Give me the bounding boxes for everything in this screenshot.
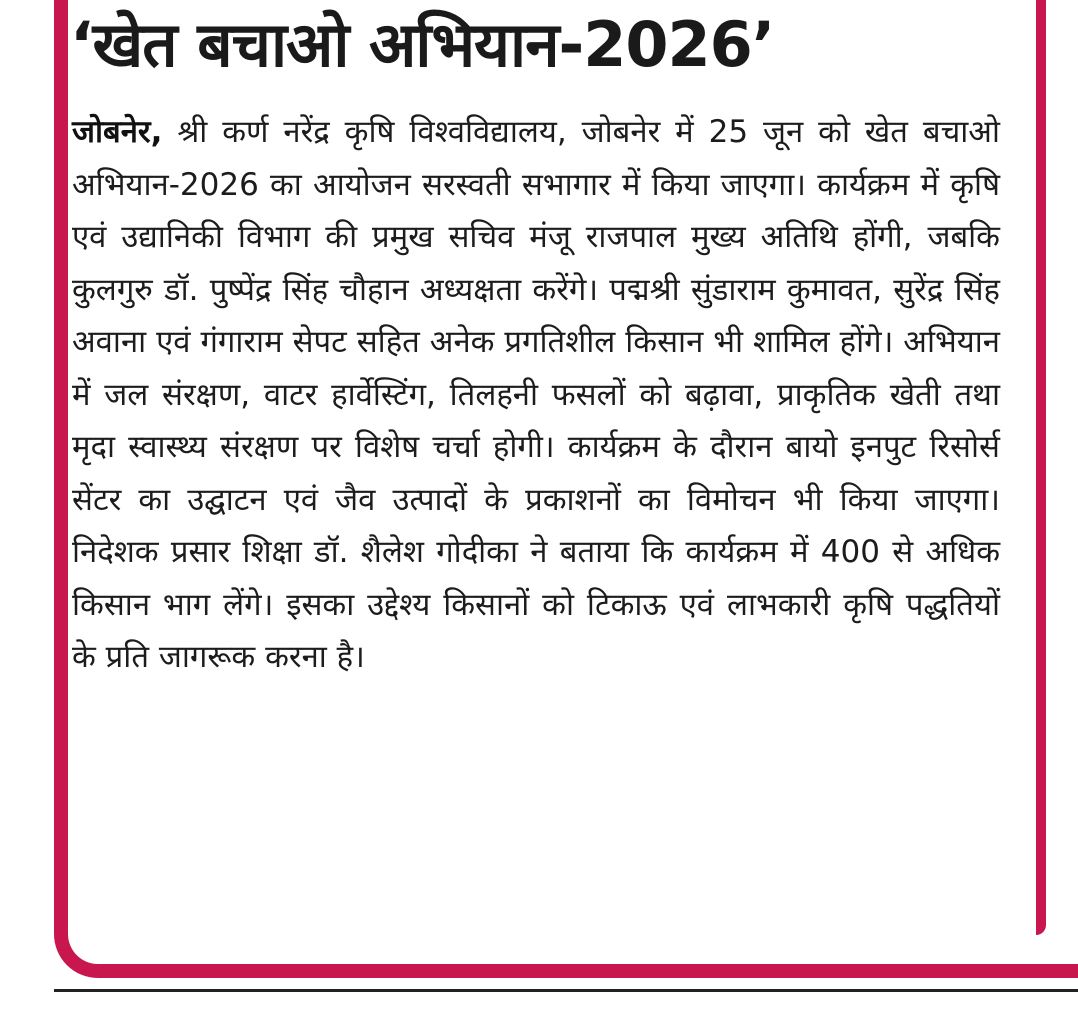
headline: ‘खेत बचाओ अभियान-2026’ xyxy=(70,8,775,81)
article-text: श्री कर्ण नरेंद्र कृषि विश्वविद्यालय, जोबनेर में 25 जून को खेत बचाओ अभियान-2026 का आयोजन सरस्वती सभागार में किया जाएगा। कार्यक्रम में कृषि एवं उद्यानिकी विभाग की प्रमुख सचिव मंजू राजपाल मुख्य अतिथि होंगी, जबकि कुलगुरु डॉ. पुष्पेंद्र सिंह चौहान अध्यक्षता करेंगे। पद्मश्री सुंडाराम कुमावत, सुरेंद्र सिंह अवाना एवं गंगाराम सेपट सहित अनेक प्रगतिशील किसान भी शामिल होंगे। अभियान में जल संरक्षण, वाटर हार्वेस्टिंग, तिलहनी फसलों को बढ़ावा, प्राकृतिक खेती तथा मृदा स्वास्थ्य संरक्षण पर विशेष चर्चा होगी। कार्यक्रम के दौरान बायो इनपुट रिसोर्स सेंटर का उद्घाटन एवं जैव उत्पादों के प्रकाशनों का विमोचन भी किया जाएगा। निदेशक प्रसार शिक्षा डॉ. शैलेश गोदीका ने बताया कि कार्यक्रम में 400 से अधिक किसान भाग लेंगे। इसका उद्देश्य किसानों को टिकाऊ एवं लाभकारी कृषि पद्धतियों के प्रति जागरूक करना है। xyxy=(72,114,1001,675)
dateline: जोबनेर, xyxy=(72,114,163,150)
article-body xyxy=(72,106,1000,684)
bottom-rule xyxy=(54,989,1078,992)
magenta-frame-right-edge xyxy=(1036,0,1046,935)
